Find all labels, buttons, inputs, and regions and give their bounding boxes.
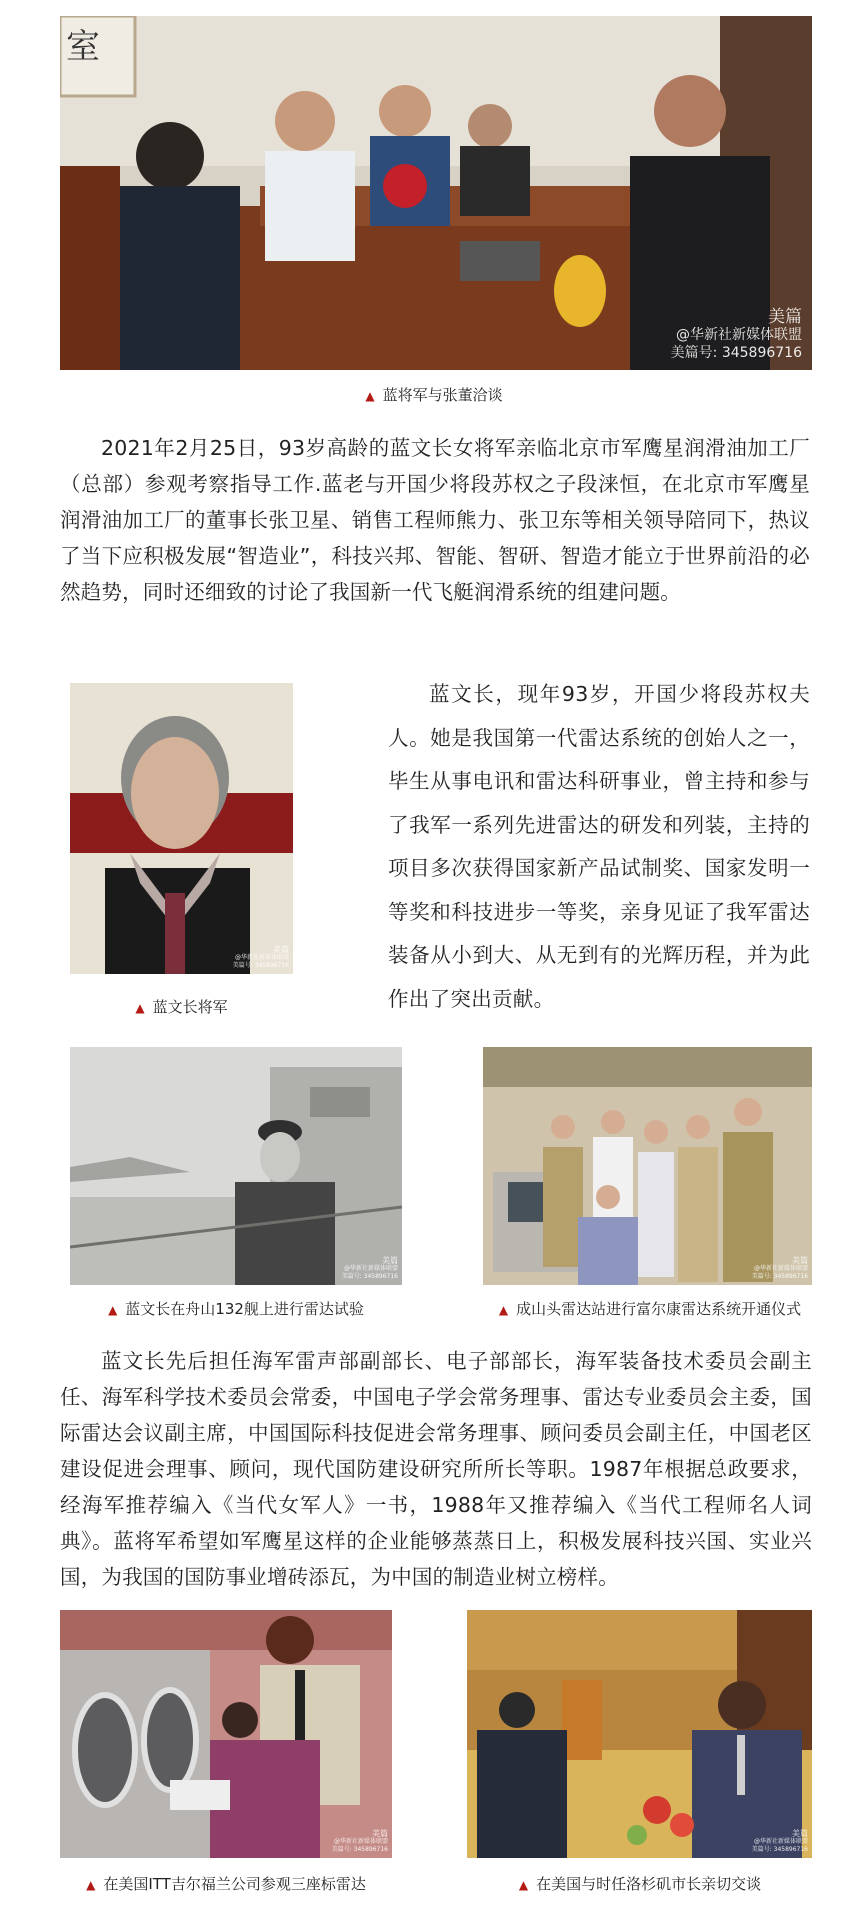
- station-caption: ▲ 成山头雷达站进行富尔康雷达系统开通仪式: [498, 1300, 802, 1318]
- photo-watermark: 美篇 @华新社新媒体联盟 美篇号: 345896716: [751, 1829, 808, 1853]
- ship-photo: [70, 1047, 402, 1285]
- mayor-caption: ▲ 在美国与时任洛杉矶市长亲切交谈: [518, 1875, 762, 1893]
- itt-caption: ▲ 在美国ITT吉尔福兰公司参观三座标雷达: [86, 1875, 366, 1893]
- caption-triangle-icon: ▲: [135, 1001, 145, 1015]
- caption-triangle-icon: ▲: [108, 1303, 118, 1317]
- itt-photo: [60, 1610, 392, 1858]
- caption-triangle-icon: ▲: [365, 389, 375, 403]
- caption-triangle-icon: ▲: [518, 1878, 529, 1892]
- photo-watermark: 美篇 @华新社新媒体联盟 美篇号: 345896716: [232, 945, 289, 969]
- portrait-caption: ▲ 蓝文长将军: [135, 998, 228, 1016]
- portrait-photo: [70, 683, 293, 974]
- career-paragraph: 蓝文长先后担任海军雷声部副部长、电子部部长，海军装备技术委员会副主任、海军科学技术委员会常委，中国电子学会常务理事、雷达专业委员会主委，国际雷达会议副主席，中国国际科技促进会常务理事、顾问委员会副主任，中国老区建设促进会理事、顾问，现代国防建设研究所所长等职。1987年根据总政要求，经海军推荐编入《当代女军人》一书，1988年又推荐编入《当代工程师名人词典》。蓝将军希望如军鹰星这样的企业能够蒸蒸日上，积极发展科技兴国、实业兴国，为我国的国防事业增砖添瓦，为中国的制造业树立榜样。: [60, 1349, 812, 1589]
- meeting-caption: ▲ 蓝将军与张董洽谈: [365, 386, 503, 404]
- ship-caption: ▲ 蓝文长在舟山132舰上进行雷达试验: [108, 1300, 364, 1318]
- svg-text:室: 室: [66, 27, 100, 67]
- mayor-photo: [467, 1610, 812, 1858]
- photo-watermark: 美篇 @华新社新媒体联盟 美篇号: 345896716: [341, 1256, 398, 1280]
- photo-watermark: 美篇 @华新社新媒体联盟 美篇号: 345896716: [331, 1829, 388, 1853]
- photo-watermark: 美篇 @华新社新媒体联盟 美篇号: 345896716: [670, 307, 802, 361]
- photo-watermark: 美篇 @华新社新媒体联盟 美篇号: 345896716: [751, 1256, 808, 1280]
- visit-paragraph: 2021年2月25日，93岁高龄的蓝文长女将军亲临北京市军鹰星润滑油加工厂（总部）参观考察指导工作.蓝老与开国少将段苏权之子段涞恒，在北京市军鹰星润滑油加工厂的董事长张卫星、销售工程师熊力、张卫东等相关领导陪同下，热议了当下应积极发展“智造业”，科技兴邦、智能、智研、智造才能立于世界前沿的必然趋势，同时还细致的讨论了我国新一代飞艇润滑系统的组建问题。: [60, 436, 810, 604]
- caption-triangle-icon: ▲: [498, 1303, 509, 1317]
- meeting-photo: [60, 16, 812, 370]
- bio-paragraph: 蓝文长，现年93岁，开国少将段苏权夫人。她是我国第一代雷达系统的创始人之一，毕生从事电讯和雷达科研事业，曾主持和参与了我军一系列先进雷达的研发和列装，主持的项目多次获得国家新产品试制奖、国家发明一等奖和科技进步一等奖，亲身见证了我军雷达装备从小到大、从无到有的光辉历程，并为此作出了突出贡献。: [388, 682, 810, 1011]
- station-photo: [483, 1047, 812, 1285]
- caption-triangle-icon: ▲: [86, 1878, 96, 1892]
